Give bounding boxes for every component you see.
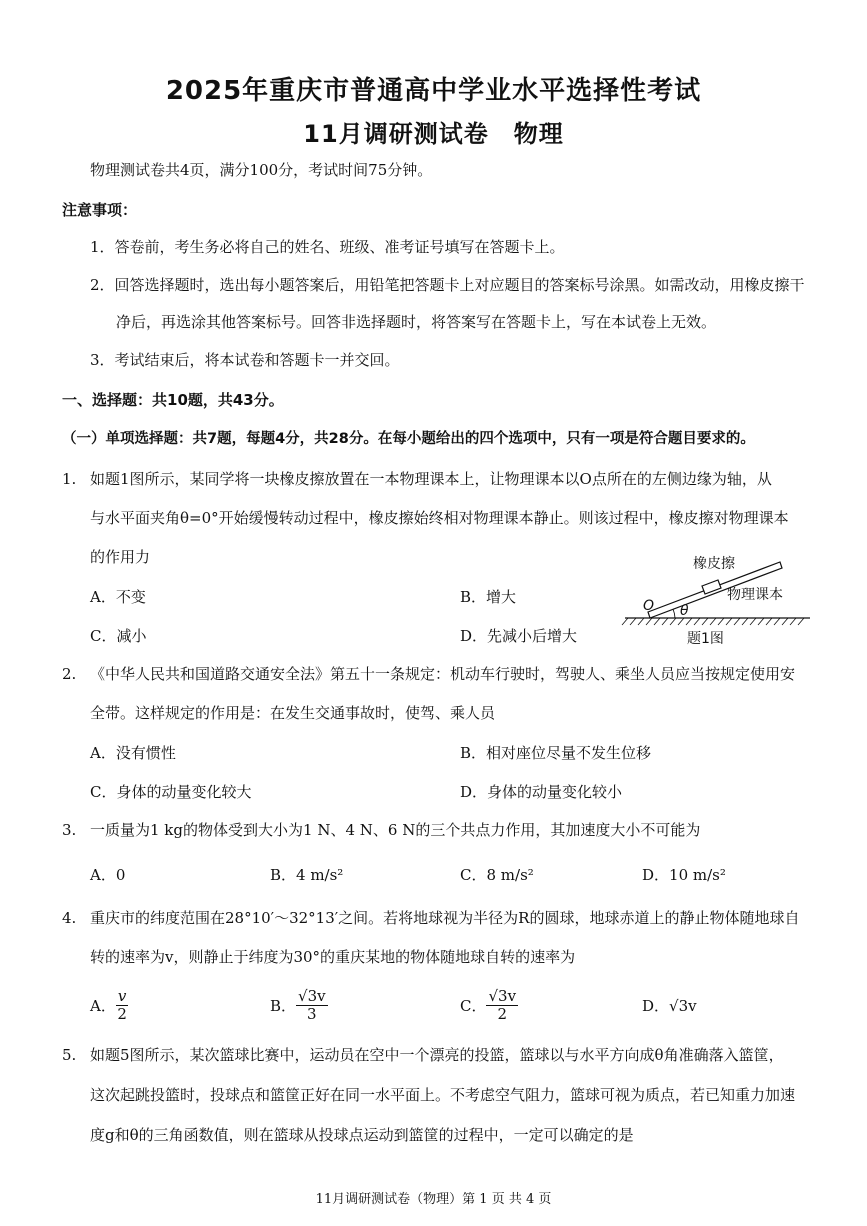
question-text: 如题1图所示，某同学将一块橡皮擦放置在一本物理课本上，让物理课本以O点所在的左侧边缘为轴，从 — [90, 470, 772, 488]
page-title: 2025年重庆市普通高中学业水平选择性考试 — [165, 76, 702, 106]
question-number: 4. — [62, 909, 77, 927]
question-text: 这次起跳投篮时，投球点和篮筐正好在同一水平面上。不考虑空气阻力，篮球可视为质点，若已知重力加速 — [90, 1086, 796, 1104]
numerator: v — [117, 987, 127, 1005]
option-a — [90, 988, 128, 1023]
section-heading: 一、选择题：共10题，共43分。 — [62, 391, 284, 409]
option-c-label: C． — [460, 997, 487, 1015]
option-d-value: √3v — [669, 997, 697, 1015]
figure-label-book: 物理课本 — [727, 587, 783, 603]
fraction — [296, 988, 328, 1023]
notice-item: 净后，再选涂其他答案标号。回答非选择题时，将答案写在答题卡上，写在本试卷上无效。 — [116, 313, 717, 331]
figure-label-theta: θ — [680, 603, 689, 619]
question-number: 2. — [62, 665, 77, 683]
question-text: 的作用力 — [90, 548, 151, 566]
option-c: C．8 m/s² — [460, 866, 534, 884]
question-text: 与水平面夹角θ=0°开始缓慢转动过程中，橡皮擦始终相对物理课本静止。则该过程中，橡皮擦对物理课本 — [90, 509, 789, 527]
question-text: 度g和θ的三角函数值，则在篮球从投球点运动到篮筐的过程中，一定可以确定的是 — [90, 1126, 634, 1144]
option-b-label: B． — [270, 997, 297, 1015]
denominator: 2 — [497, 1005, 508, 1023]
option-d — [642, 995, 697, 1016]
question-text: 重庆市的纬度范围在28°10′～32°13′之间。若将地球视为半径为R的圆球，地球赤道上的静止物体随地球自 — [90, 909, 800, 927]
option-b: B．增大 — [460, 588, 517, 606]
notice-item: 3．考试结束后，将本试卷和答题卡一并交回。 — [90, 351, 400, 369]
option-d: D．先减小后增大 — [460, 627, 578, 645]
denominator: 2 — [117, 1005, 127, 1023]
fraction — [116, 988, 128, 1023]
option-d: D．10 m/s² — [642, 866, 726, 884]
question-text: 如题5图所示，某次篮球比赛中，运动员在空中一个漂亮的投篮，篮球以与水平方向成θ角准确落入篮筐， — [90, 1046, 784, 1064]
notice-heading: 注意事项： — [62, 201, 138, 219]
figure-label-o: O — [643, 598, 655, 614]
option-c — [460, 988, 518, 1023]
question-text: 一质量为1 kg的物体受到大小为1 N、4 N、6 N的三个共点力作用，其加速度大小不可能为 — [90, 821, 701, 839]
option-b: B．4 m/s² — [270, 866, 344, 884]
option-d-label: D． — [642, 997, 670, 1015]
section-subheading: （一）单项选择题：共7题，每题4分，共28分。在每小题给出的四个选项中，只有一项是符合题目要求的。 — [62, 431, 755, 447]
question-text: 全带。这样规定的作用是：在发生交通事故时，使驾、乘人员 — [90, 704, 496, 722]
option-c: C．身体的动量变化较大 — [90, 783, 252, 801]
notice-item: 1．答卷前，考生务必将自己的姓名、班级、准考证号填写在答题卡上。 — [90, 238, 565, 256]
figure-label-eraser: 橡皮擦 — [693, 556, 735, 572]
option-b — [270, 988, 328, 1023]
numerator: √3v — [488, 987, 517, 1005]
option-c: C．减小 — [90, 627, 147, 645]
option-d: D．身体的动量变化较小 — [460, 783, 623, 801]
option-a: A．0 — [90, 866, 126, 884]
question-number: 1. — [62, 470, 77, 488]
intro-text: 物理测试卷共4页，满分100分，考试时间75分钟。 — [90, 161, 433, 179]
option-a: A．不变 — [90, 588, 146, 606]
question-number: 3. — [62, 821, 77, 839]
numerator: √3v — [298, 987, 326, 1005]
notice-item: 2．回答选择题时，选出每小题答案后，用铅笔把答题卡上对应题目的答案标号涂黑。如需改动，用橡皮擦干 — [90, 276, 805, 294]
option-a: A．没有惯性 — [90, 744, 176, 762]
page-footer: 11月调研测试卷（物理）第 1 页 共 4 页 — [315, 1192, 552, 1207]
question-text: 《中华人民共和国道路交通安全法》第五十一条规定：机动车行驶时，驾驶人、乘坐人员应当按规定使用安 — [90, 665, 796, 683]
figure-caption: 题1图 — [687, 631, 724, 647]
question-number: 5. — [62, 1046, 77, 1064]
option-b: B．相对座位尽量不发生位移 — [460, 744, 652, 762]
denominator: 3 — [307, 1005, 317, 1023]
option-a-label: A． — [90, 997, 116, 1015]
question-text: 转的速率为v，则静止于纬度为30°的重庆某地的物体随地球自转的速率为 — [90, 948, 576, 966]
page-subtitle: 11月调研测试卷 物理 — [303, 120, 564, 148]
fraction — [486, 988, 518, 1023]
